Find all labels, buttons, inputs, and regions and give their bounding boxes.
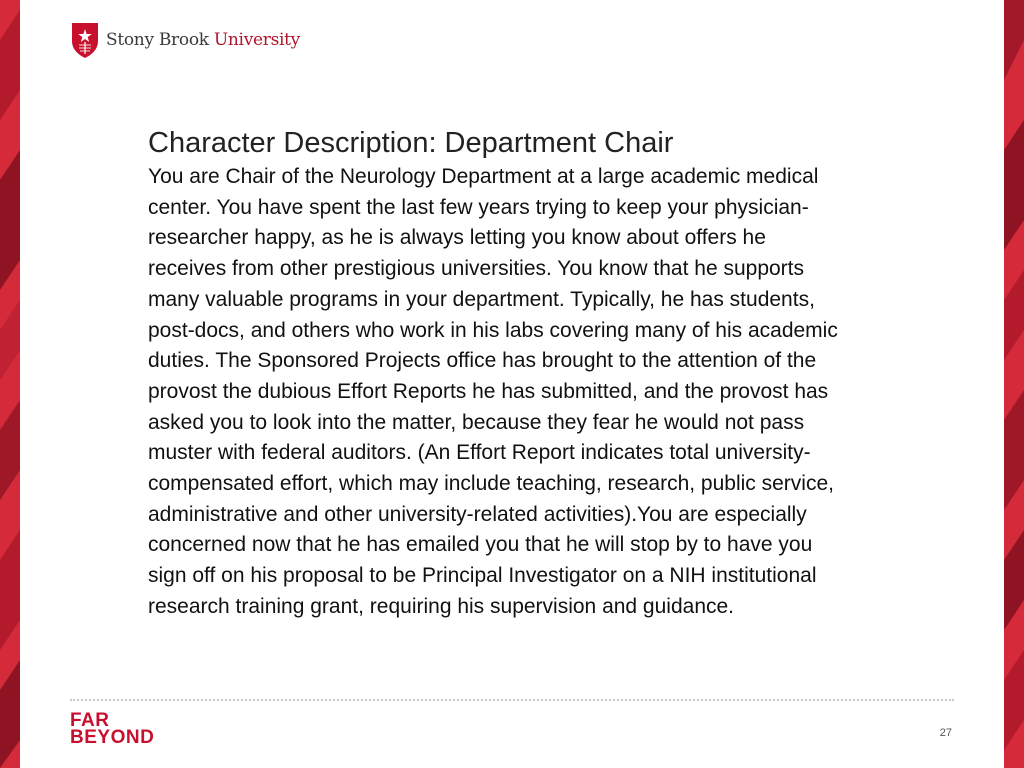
right-edge-stripe xyxy=(1004,0,1024,768)
body-line: researcher happy, as he is always letting you know about offers he xyxy=(148,226,766,250)
slide-body xyxy=(148,162,928,623)
footer-logo-line2: BEYOND xyxy=(70,727,155,748)
body-line: post-docs, and others who work in his labs covering many of his academic xyxy=(148,318,838,342)
body-line: receives from other prestigious universities. You know that he supports xyxy=(148,257,805,281)
body-line: center. You have spent the last few years trying to keep your physician- xyxy=(148,195,809,219)
body-line: You are Chair of the Neurology Department at a large academic medical xyxy=(148,165,819,188)
logo-name-accent: University xyxy=(213,30,300,50)
body-line: compensated effort, which may include teaching, research, public service, xyxy=(148,472,834,496)
page-number: 27 xyxy=(939,727,952,739)
body-line: concerned now that he has emailed you that he will stop by to have you xyxy=(148,533,813,557)
body-line: asked you to look into the matter, because they fear he would not pass xyxy=(148,410,805,434)
logo-name-primary: Stony Brook xyxy=(106,30,209,50)
slide-content xyxy=(148,124,928,623)
body-line: sign off on his proposal to be Principal Investigator on a NIH institutional xyxy=(148,564,817,588)
shield-star-icon xyxy=(70,21,100,59)
body-line: provost the dubious Effort Reports he has submitted, and the provost has xyxy=(148,379,829,403)
footer-divider xyxy=(70,699,954,701)
left-edge-stripe xyxy=(0,0,20,768)
body-line: research training grant, requiring his supervision and guidance. xyxy=(148,594,735,618)
slide-title: Character Description: Department Chair xyxy=(148,127,674,159)
university-logo xyxy=(70,20,300,60)
body-line: muster with federal auditors. (An Effort Report indicates total university- xyxy=(148,441,811,465)
far-beyond-logo xyxy=(70,712,154,746)
body-line: administrative and other university-related activities).You are especially xyxy=(148,502,807,526)
logo-wordmark xyxy=(106,30,300,50)
body-line: duties. The Sponsored Projects office has brought to the attention of the xyxy=(148,349,817,373)
footer-logo-line1: FAR xyxy=(70,710,110,731)
body-line: many valuable programs in your department. Typically, he has students, xyxy=(148,287,815,311)
